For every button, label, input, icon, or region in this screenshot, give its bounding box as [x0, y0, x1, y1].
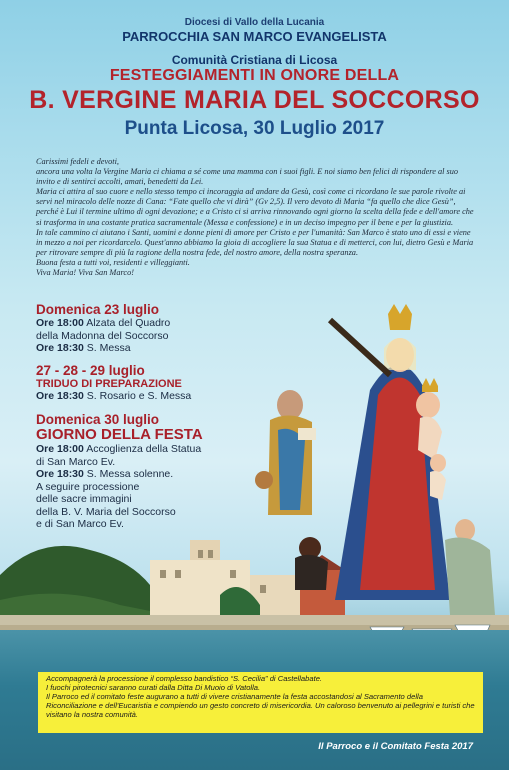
event-line	[36, 390, 266, 403]
event-date: Domenica 30 luglio	[36, 412, 160, 427]
event-time: Ore 18:00	[36, 443, 84, 455]
event-text: Accoglienza della Statua	[86, 443, 202, 455]
event-block-1	[36, 302, 266, 355]
page-title: B. VERGINE MARIA DEL SOCCORSO	[29, 86, 480, 114]
signature: Il Parroco e il Comitato Festa 2017	[318, 741, 473, 752]
event-time: Ore 18:30	[36, 342, 84, 354]
event-text: S. Messa solenne.	[86, 468, 174, 480]
event-line	[36, 443, 266, 456]
event-subtitle: GIORNO DELLA FESTA	[36, 426, 203, 443]
place-date: Punta Licosa, 30 Luglio 2017	[124, 118, 385, 139]
event-line	[36, 518, 266, 531]
notice-box	[38, 672, 483, 733]
event-text: delle sacre immagini	[36, 493, 132, 505]
letter-paragraph: ancora una volta la Vergine Maria ci chiama a sé come una mamma con i suoi figli. E noi siamo ben felici di rispondere al suo invito e di sentirci accolti, amati, benedetti da Lei.	[36, 167, 459, 187]
event-text: della Madonna del Soccorso	[36, 329, 169, 342]
event-time: Ore 18:30	[36, 468, 84, 480]
event-text: A seguire processione	[36, 480, 140, 493]
event-line	[36, 468, 266, 481]
event-text: S. Rosario e S. Messa	[86, 390, 192, 402]
event-line	[36, 456, 266, 469]
letter-paragraph: Maria ci attira al suo cuore e nello stesso tempo ci incoraggia ad andare da Gesù, così come ci ricordano le sue parole rivolte ai servi nel miracolo delle nozze di Cana: “Fate quello che vi dirà” (Gv 2,5). Il vero devoto di Maria “fa quello che dice Gesù”, perché è Lui il termine ultimo di ogni devozione; e a Cristo ci si arriva rinnovando ogni giorno la scelta della fede e dell'amore che si trasforma in una costante pratica sacramentale (Messa e confessione) e in un deciso impegno per il bene e per la giustizia.	[36, 187, 474, 227]
event-time: Ore 18:00	[36, 317, 84, 329]
letter-paragraph: Viva Maria! Viva San Marco!	[36, 268, 134, 278]
event-line	[36, 493, 266, 506]
event-text: di San Marco Ev.	[36, 455, 116, 468]
letter-paragraph: In tale cammino ci aiutano i Santi, uomini e donne pieni di amore per Cristo e per l'umanità: San Marco è stato uno di essi e viene in mezzo a noi per ricordarcelo. Quest'anno abbiamo la gioia di accogliere la sua Statua e di metterci, con lui, dietro Gesù e Maria per ritrovare sempre di più la ragione della nostra fede, del nostro amore, della nostra speranza.	[36, 227, 474, 257]
statues-illustration	[250, 300, 505, 620]
festivities-heading: FESTEGGIAMENTI IN ONORE DELLA	[109, 67, 400, 84]
diocese-name: Diocesi di Vallo della Lucania	[184, 17, 325, 28]
event-date: Domenica 23 luglio	[36, 302, 160, 317]
event-line	[36, 317, 266, 330]
event-date: 27 - 28 - 29 luglio	[36, 363, 145, 378]
parish-name: PARROCCHIA SAN MARCO EVANGELISTA	[122, 29, 387, 44]
event-line	[36, 330, 266, 343]
event-text: della B. V. Maria del Soccorso	[36, 505, 176, 518]
community-name: Comunità Cristiana di Licosa	[171, 53, 338, 67]
notice-line: Il Parroco ed il comitato feste augurano a tutti di vivere cristianamente la festa accostandosi al Sacramento della Riconciliazione e dell'Eucaristia e compiendo un gesto concreto di misericordia. Un caloroso benvenuto ai pellegrini e turisti che visitano la nostra comunità.	[46, 691, 475, 719]
pastoral-letter	[36, 157, 478, 278]
notice-line: Accompagnerà la processione il complesso bandistico “S. Cecilia” di Castellabate.	[46, 674, 323, 683]
event-text: Alzata del Quadro	[86, 317, 171, 329]
notice-line: I fuochi pirotecnici saranno curati dalla Ditta Di Muoio di Vatolla.	[46, 682, 261, 692]
event-line	[36, 481, 266, 494]
event-block-2	[36, 363, 266, 403]
letter-paragraph: Carissimi fedeli e devoti,	[36, 157, 119, 166]
event-text: e di San Marco Ev.	[36, 518, 124, 530]
letter-paragraph: Buona festa a tutti voi, residenti e villeggianti.	[36, 257, 190, 267]
event-block-3	[36, 412, 266, 531]
event-subtitle: TRIDUO DI PREPARAZIONE	[36, 378, 182, 390]
event-line	[36, 342, 266, 355]
event-line	[36, 506, 266, 519]
event-time: Ore 18:30	[36, 390, 84, 402]
event-text: S. Messa	[86, 342, 131, 354]
